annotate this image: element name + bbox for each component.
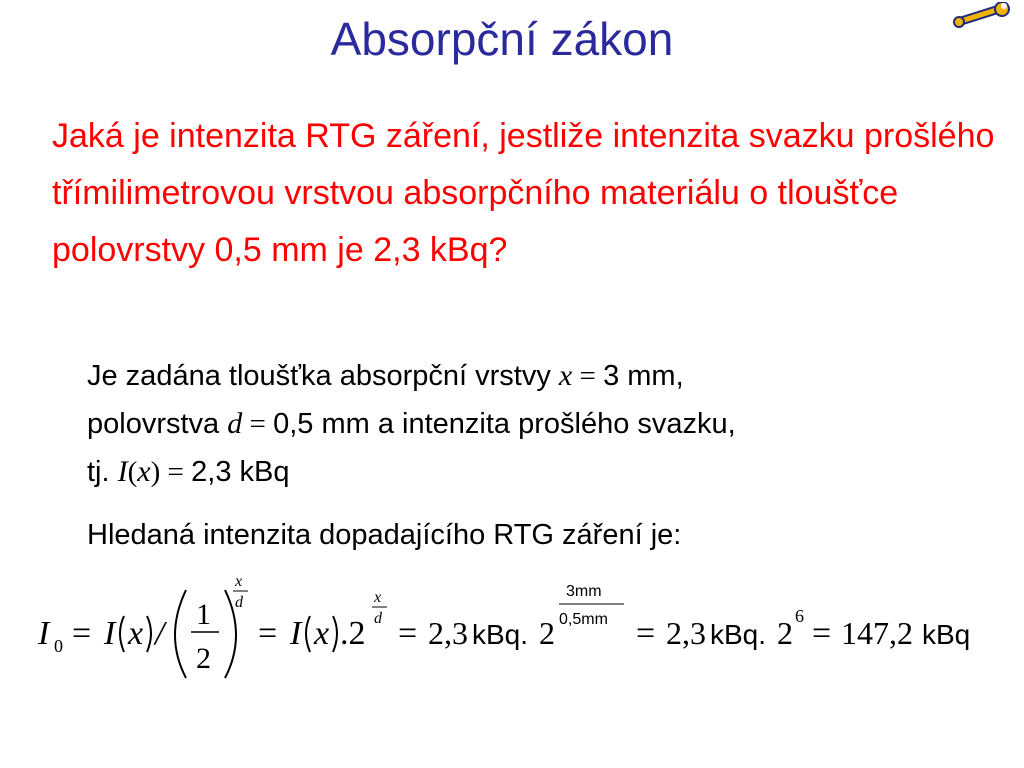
formula-eq: =	[72, 615, 92, 652]
formula-value: 2,3	[428, 615, 468, 651]
exp-numerator: 3mm	[566, 583, 602, 600]
formula-base: 2	[777, 615, 793, 651]
half-layer-label: polovrstva	[87, 408, 228, 440]
exp-x: x	[235, 573, 243, 590]
paren-right	[333, 616, 337, 652]
wrench-icon[interactable]	[952, 2, 1016, 32]
sought-text: Hledaná intenzita dopadajícího RTG záření je:	[87, 519, 682, 551]
x-symbol: x	[137, 455, 151, 488]
I-symbol: I	[117, 455, 128, 488]
formula-base: 2	[539, 615, 555, 651]
equals-sign: =	[160, 456, 192, 488]
intensity-value: 2,3 kBq	[191, 456, 290, 488]
exp-d: d	[235, 594, 243, 611]
formula-sub0: 0	[54, 636, 63, 656]
formula-eq: =	[636, 615, 656, 652]
formula-I0: I	[38, 615, 50, 652]
exp-d: d	[374, 610, 382, 627]
formula-exp-six: 6	[795, 606, 804, 626]
formula	[0, 560, 1024, 700]
formula-I: I	[290, 615, 302, 652]
x-value: 3 mm,	[603, 360, 684, 392]
formula-eq: =	[398, 615, 418, 652]
paren-right	[147, 616, 151, 652]
equals-sign: =	[242, 408, 274, 440]
paren-close: )	[150, 456, 161, 488]
d-symbol: d	[227, 407, 243, 440]
big-paren-left	[175, 590, 186, 678]
formula-result-unit: kBq	[922, 619, 971, 650]
answer-block	[87, 352, 1007, 559]
formula-unit: kBq.	[710, 619, 767, 650]
formula-unit: kBq.	[472, 619, 529, 650]
question-text: Jaká je intenzita RTG záření, jestliže intenzita svazku prošlého třímilimetrovou vrstvou absorpčního materiálu o tloušťce polovrstvy 0,5 mm je 2,3 kBq?	[52, 117, 995, 269]
x-symbol: x	[558, 359, 573, 392]
paren-open: (	[127, 456, 138, 488]
given-lead: Je zadána tloušťka absorpční vrstvy	[87, 360, 559, 392]
slide-title: Absorpční zákon	[330, 13, 674, 65]
frac-two: 2	[196, 642, 211, 675]
formula-value: 2,3	[666, 615, 706, 651]
d-value: 0,5 mm a intenzita prošlého svazku,	[273, 408, 736, 440]
paren-left	[120, 616, 124, 652]
formula-x: x	[128, 615, 144, 652]
equals-sign: =	[572, 360, 604, 392]
frac-one: 1	[196, 598, 211, 631]
exp-denominator: 0,5mm	[559, 611, 608, 628]
paren-left	[306, 616, 310, 652]
formula-result: 147,2	[841, 615, 913, 651]
formula-I: I	[104, 615, 116, 652]
formula-eq: =	[258, 615, 278, 652]
exp-x: x	[374, 589, 382, 606]
formula-slash: /	[155, 615, 165, 652]
given-values	[87, 352, 1007, 496]
formula-eq: =	[812, 615, 832, 652]
formula-x: x	[314, 615, 330, 652]
formula-dot-two: .2	[340, 615, 366, 652]
ie-label: tj.	[87, 456, 118, 488]
